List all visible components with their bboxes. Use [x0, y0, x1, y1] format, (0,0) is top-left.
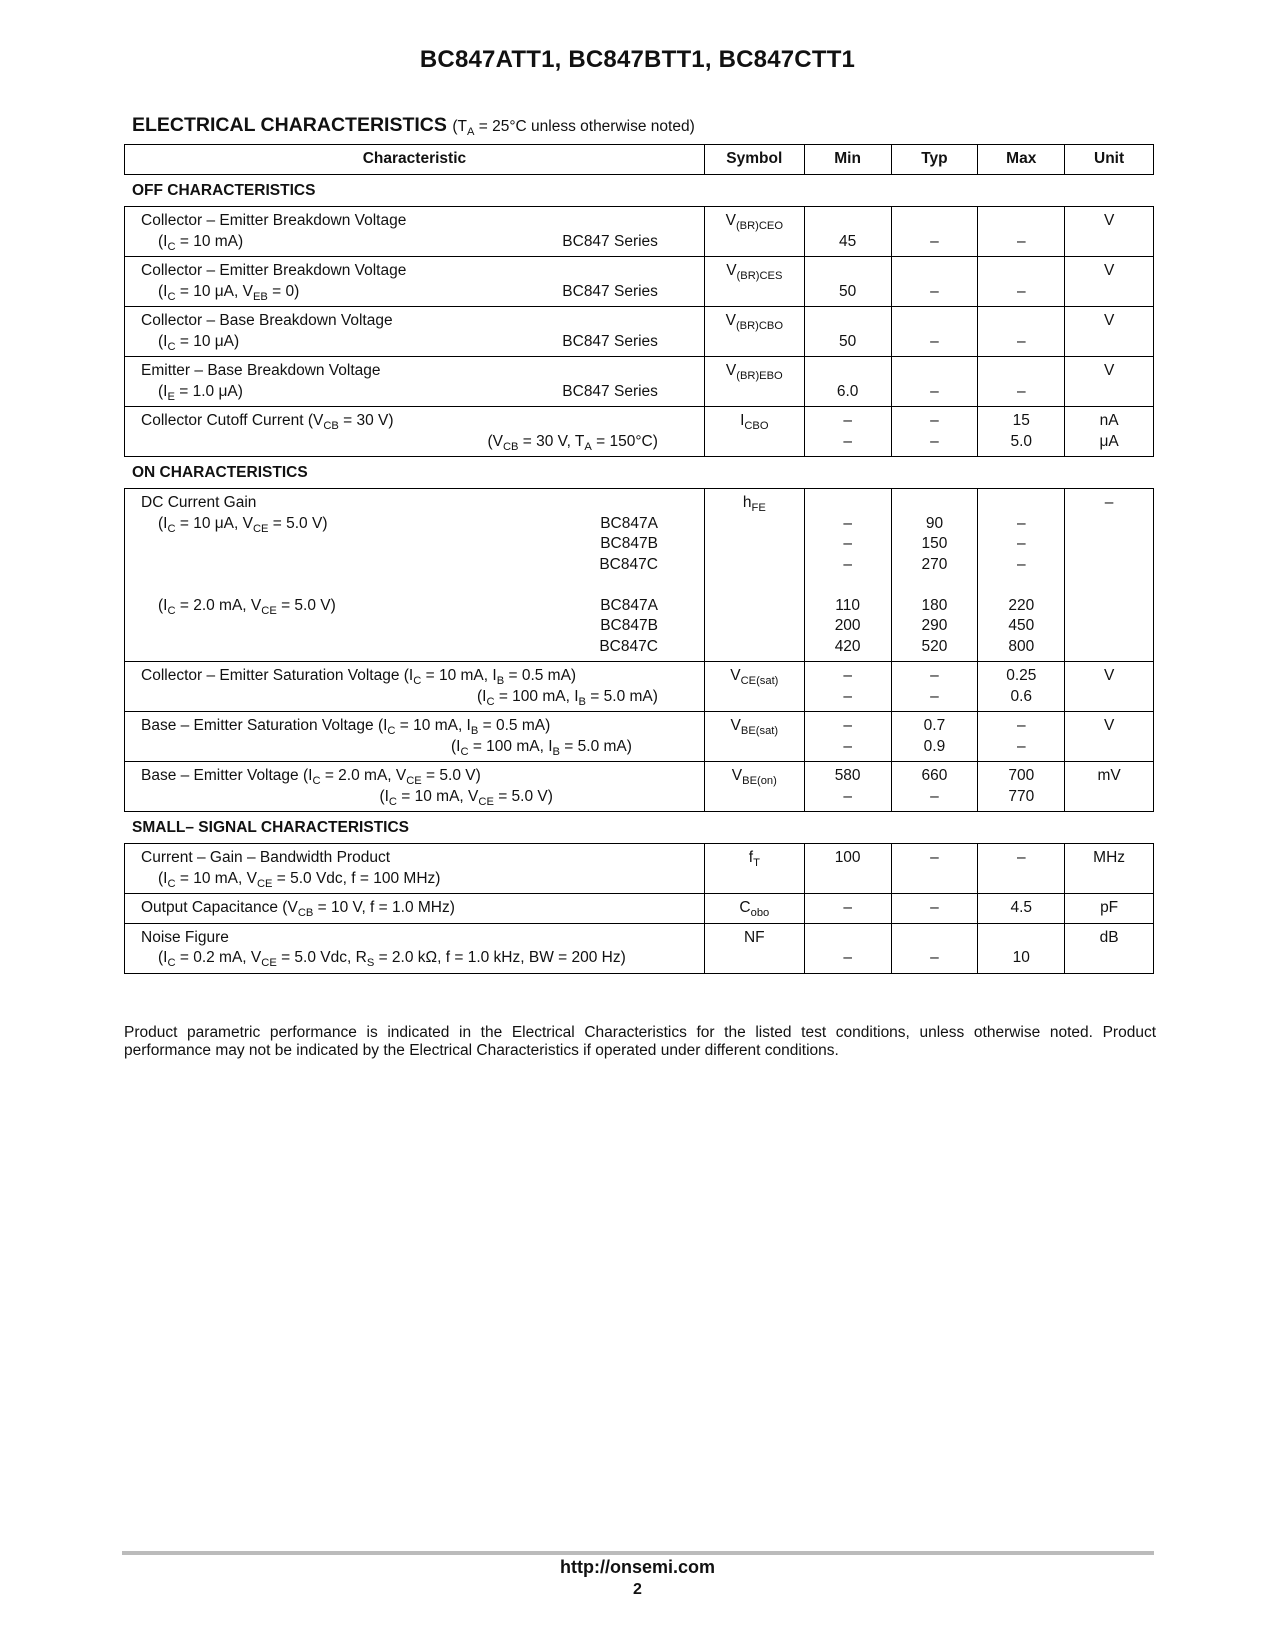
footer-divider	[122, 1551, 1154, 1555]
group-title-small-signal: SMALL– SIGNAL CHARACTERISTICS	[132, 819, 410, 836]
header-symbol: Symbol	[704, 145, 804, 174]
typ-cell: –	[891, 924, 978, 973]
symbol-cell: $f_T$	[704, 844, 804, 893]
typ-cell: –	[891, 257, 978, 306]
min-cell: – – – 110 200 420	[804, 489, 891, 661]
unit-cell: V	[1064, 662, 1153, 711]
min-cell: 6.0	[804, 357, 891, 406]
page-title: BC847ATT1, BC847BTT1, BC847CTT1	[419, 46, 856, 73]
max-cell: 4.5	[977, 894, 1064, 923]
table-row-vbesat	[125, 712, 1153, 762]
max-cell: –	[977, 207, 1064, 256]
min-cell: – –	[804, 407, 891, 456]
typ-cell: 0.7 0.9	[891, 712, 978, 761]
unit-cell: nA μA	[1064, 407, 1153, 456]
min-cell: –	[804, 924, 891, 973]
table-row-hfe	[125, 489, 1153, 662]
unit-cell: MHz	[1064, 844, 1153, 893]
section-heading-text: ELECTRICAL CHARACTERISTICS	[132, 114, 447, 136]
table-header-row	[124, 144, 1154, 175]
group-small-signal	[124, 843, 1154, 974]
max-cell: – –	[977, 712, 1064, 761]
min-cell: 580 –	[804, 762, 891, 811]
characteristic-cell: Collector – Emitter Breakdown Voltage ($I_C = 10$ mA) BC847 Series	[141, 212, 658, 253]
characteristic-cell: Base – Emitter Saturation Voltage ($I_C = 10$ mA, $I_B = 0.5$ mA) ($I_C = 100$ mA, $I_B = 5.0$ mA)	[141, 717, 632, 758]
symbol-cell: $V_{(BR)CEO}$	[704, 207, 804, 256]
typ-cell: –	[891, 357, 978, 406]
characteristic-cell: DC Current Gain ($I_C = 10$ μA, $V_{CE} = 5.0$ V) BC847A BC847B BC847C ($I_C = 2.0$ mA, $V_{CE} = 5.0$ V) BC847A BC847B BC847C	[141, 494, 658, 655]
min-cell: –	[804, 894, 891, 923]
max-cell: 0.25 0.6	[977, 662, 1064, 711]
max-cell: 700 770	[977, 762, 1064, 811]
characteristic-cell: Collector Cutoff Current ($V_{CB} = 30$ V) ($V_{CB} = 30$ V, $T_A = 150^\circ C$)	[141, 412, 658, 453]
min-cell: 45	[804, 207, 891, 256]
header-unit: Unit	[1064, 145, 1153, 174]
min-cell: 50	[804, 307, 891, 356]
table-row-vbrcbo	[125, 307, 1153, 357]
max-cell: – – – 220 450 800	[977, 489, 1064, 661]
footer-url-link[interactable]: http://onsemi.com	[559, 1557, 715, 1577]
characteristic-cell: Current – Gain – Bandwidth Product ($I_C = 10$ mA, $V_{CE} = 5.0$ Vdc, f = 100 MHz)	[141, 849, 441, 890]
group-on	[124, 488, 1154, 812]
typ-cell: – –	[891, 407, 978, 456]
symbol-cell: $h_{FE}$	[704, 489, 804, 661]
page-number: 2	[633, 1581, 642, 1598]
table-row-icbo	[125, 407, 1153, 456]
symbol-cell: NF	[704, 924, 804, 973]
unit-cell: pF	[1064, 894, 1153, 923]
group-title-off: OFF CHARACTERISTICS	[132, 182, 316, 199]
characteristic-cell: Collector – Emitter Saturation Voltage ($I_C = 10$ mA, $I_B = 0.5$ mA) ($I_C = 100$ mA, $I_B = 5.0$ mA)	[141, 667, 658, 708]
section-heading-condition: ($T_A = 25^\circ C$ unless otherwise noted)	[452, 118, 695, 138]
characteristic-cell: Output Capacitance ($V_{CB} = 10$ V, f = 1.0 MHz)	[141, 899, 455, 919]
group-off	[124, 206, 1154, 457]
typ-cell: –	[891, 844, 978, 893]
header-typ: Typ	[891, 145, 978, 174]
table-row-cobo	[125, 894, 1153, 924]
unit-cell: V	[1064, 207, 1153, 256]
typ-cell: –	[891, 207, 978, 256]
unit-cell: V	[1064, 307, 1153, 356]
table-row-nf	[125, 924, 1153, 973]
max-cell: 10	[977, 924, 1064, 973]
typ-cell: – –	[891, 662, 978, 711]
electrical-characteristics-table	[124, 144, 1154, 974]
header-max: Max	[977, 145, 1064, 174]
unit-cell: dB	[1064, 924, 1153, 973]
unit-cell: mV	[1064, 762, 1153, 811]
table-row-vbrceo	[125, 207, 1153, 257]
symbol-cell: $V_{CE(sat)}$	[704, 662, 804, 711]
min-cell: – –	[804, 712, 891, 761]
characteristic-cell: Base – Emitter Voltage ($I_C = 2.0$ mA, $V_{CE} = 5.0$ V) ($I_C = 10$ mA, $V_{CE} = 5.0$ V)	[141, 767, 553, 808]
max-cell: –	[977, 844, 1064, 893]
min-cell: 100	[804, 844, 891, 893]
symbol-cell: $V_{(BR)CES}$	[704, 257, 804, 306]
header-characteristic: Characteristic	[362, 150, 467, 168]
table-row-vcesat	[125, 662, 1153, 712]
unit-cell: V	[1064, 357, 1153, 406]
unit-cell: –	[1064, 489, 1153, 661]
symbol-cell: $C_{obo}$	[704, 894, 804, 923]
group-title-on: ON CHARACTERISTICS	[132, 464, 308, 481]
symbol-cell: $V_{BE(on)}$	[704, 762, 804, 811]
unit-cell: V	[1064, 257, 1153, 306]
unit-cell: V	[1064, 712, 1153, 761]
max-cell: –	[977, 257, 1064, 306]
symbol-cell: $V_{(BR)EBO}$	[704, 357, 804, 406]
characteristic-cell: Collector – Emitter Breakdown Voltage ($I_C = 10$ μA, $V_{EB} = 0$) BC847 Series	[141, 262, 658, 303]
min-cell: – –	[804, 662, 891, 711]
table-row-vbrces	[125, 257, 1153, 307]
table-row-ft	[125, 844, 1153, 894]
min-cell: 50	[804, 257, 891, 306]
max-cell: –	[977, 307, 1064, 356]
symbol-cell: $V_{(BR)CBO}$	[704, 307, 804, 356]
typ-cell: –	[891, 894, 978, 923]
header-min: Min	[804, 145, 891, 174]
typ-cell: 660 –	[891, 762, 978, 811]
footnote: Product parametric performance is indicated in the Electrical Characteristics for the listed test conditions, unless otherwise noted. Product performance may not be indicated by the Electrical Characteristics if operated under different conditions.	[124, 1024, 1156, 1059]
max-cell: –	[977, 357, 1064, 406]
typ-cell: 90 150 270 180 290 520	[891, 489, 978, 661]
symbol-cell: $I_{CBO}$	[704, 407, 804, 456]
table-row-vbrebo	[125, 357, 1153, 407]
section-heading	[132, 114, 695, 137]
typ-cell: –	[891, 307, 978, 356]
symbol-cell: $V_{BE(sat)}$	[704, 712, 804, 761]
characteristic-cell: Noise Figure ($I_C = 0.2$ mA, $V_{CE} = 5.0$ Vdc, $R_S = 2.0$ kΩ, f = 1.0 kHz, BW = 200 Hz)	[141, 928, 626, 969]
max-cell: 15 5.0	[977, 407, 1064, 456]
characteristic-cell: Emitter – Base Breakdown Voltage ($I_E = 1.0$ μA) BC847 Series	[141, 362, 658, 403]
table-row-vbeon	[125, 762, 1153, 811]
characteristic-cell: Collector – Base Breakdown Voltage ($I_C = 10$ μA) BC847 Series	[141, 312, 658, 353]
